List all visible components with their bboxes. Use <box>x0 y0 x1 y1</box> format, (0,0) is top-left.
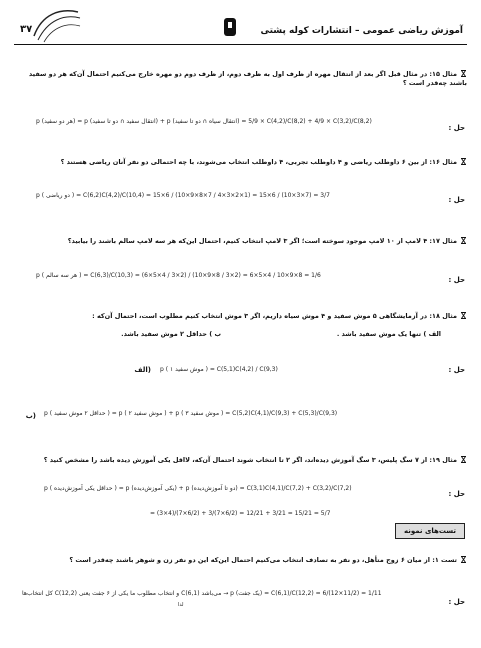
problem-18: مثال ۱۸: در آزمایشگاهی ۵ موش سفید و ۴ موش سیاه داریم، اگر ۳ موش انتخاب کنیم مطلوب است، احتمال آن‌که : <box>17 312 467 321</box>
publisher-logo-icon <box>222 16 238 38</box>
problem-19: مثال ۱۹: از ۷ سگ پلیس، ۳ سگ آموزش دیده‌اند، اگر ۲ تا انتخاب شوند احتمال آن‌که، لااقل یکی آموزش دیده باشد را مشخص کنید ؟ <box>17 456 467 465</box>
test-1-text: از میان ۶ زوج متأهل، دو نفر به تصادف انتخاب می‌کنیم احتمال این‌که این دو نفر زن و شوهر باشند چه‌قدر است ؟ <box>69 556 430 564</box>
problem-16-solution-label: حل : <box>448 196 465 204</box>
problem-15: مثال ۱۵: در مثال قبل اگر بعد از انتقال مهره از ظرف اول به ظرف دوم، از ظرف دوم دو مهره خارج می‌کنیم احتمال آن‌که هر دو سفید باشند چه‌قدر است ؟ <box>28 70 467 87</box>
hourglass-icon <box>460 556 467 563</box>
header-divider <box>14 44 467 45</box>
sample-tests-heading: تست‌های نمونه <box>395 523 465 539</box>
problem-15-text: در مثال قبل اگر بعد از انتقال مهره از ظرف اول به ظرف دوم، از ظرف دوم دو مهره خارج می‌کنیم احتمال آن‌که هر دو سفید باشند چه‌قدر است ؟ <box>28 70 467 87</box>
problem-18-part-b: ب ) حداقل ۲ موش سفید باشد. <box>121 330 221 338</box>
problem-18-label: مثال ۱۸ <box>432 312 457 320</box>
hourglass-icon <box>460 158 467 165</box>
problem-19-equation-1: p ( حداقل یکی آموزش‌دیده ) = p (یکی آموزش‌دیده) + p (دو تا آموزش‌دیده) = C(3,1)C(4,1)/C(7,2) + C(3,2)/C(7,2) <box>44 485 352 492</box>
problem-17-solution-label: حل : <box>448 276 465 284</box>
hourglass-icon <box>460 456 467 463</box>
problem-18-part-a: الف ) تنها یک موش سفید باشد . <box>336 330 441 338</box>
header-title: آموزش ریاضی عمومی – انتشارات کوله پشتی <box>260 26 463 36</box>
problem-17-text: ۴ لامپ از ۱۰ لامپ موجود سوخته است؛ اگر ۳ لامپ انتخاب کنیم، احتمال این‌که هر سه لامپ سالم باشند را بیابید؟ <box>67 237 428 245</box>
hourglass-icon <box>460 70 467 77</box>
problem-18-equation-b: p ( حداقل ۲ موش سفید ) = p ( ۲ موش سفید ) + p ( ۳ موش سفید ) = C(5,2)C(4,1)/C(9,3) + C(5,3)/C(9,3) <box>44 410 338 417</box>
problem-18-solution-label: حل : <box>448 366 465 374</box>
problem-19-solution-label: حل : <box>448 490 465 498</box>
problem-17-label: مثال ۱۷ <box>432 237 457 245</box>
hourglass-icon <box>460 237 467 244</box>
decorative-swirl-icon <box>30 6 82 44</box>
problem-16-label: مثال ۱۶ <box>432 158 457 166</box>
problem-18-equation-a: p ( ۱ موش سفید ) = C(5,1)C(4,2) / C(9,3) <box>160 366 278 373</box>
problem-18-part-a-label: (الف <box>134 366 151 374</box>
test-1-solution-label: حل : <box>448 598 465 606</box>
problem-15-solution-label: حل : <box>448 124 465 132</box>
test-1: تست ۱: از میان ۶ زوج متأهل، دو نفر به تصادف انتخاب می‌کنیم احتمال این‌که این دو نفر زن و شوهر باشند چه‌قدر است ؟ <box>17 556 467 565</box>
problem-17: مثال ۱۷: ۴ لامپ از ۱۰ لامپ موجود سوخته است؛ اگر ۳ لامپ انتخاب کنیم، احتمال این‌که هر سه لامپ سالم باشند را بیابید؟ <box>17 237 467 246</box>
problem-16: مثال ۱۶: از بین ۶ داوطلب ریاضی و ۴ داوطلب تجربی، ۴ داوطلب انتخاب می‌شوند، با چه احتمالی دو نفر آنان ریاضی هستند ؟ <box>17 158 467 167</box>
problem-18-part-b-label: (ب <box>25 412 36 420</box>
problem-19-label: مثال ۱۹ <box>432 456 457 464</box>
problem-15-label: مثال ۱۵ <box>432 70 457 78</box>
page-number: ۳۷ <box>20 24 33 35</box>
problem-17-equation: p ( هر سه سالم ) = C(6,3)/C(10,3) = (6×5×4 / 3×2) / (10×9×8 / 3×2) = 6×5×4 / 10×9×8 = 1/6 <box>36 272 321 279</box>
problem-16-equation: p ( دو ریاضی ) = C(6,2)C(4,2)/C(10,4) = 15×6 / (10×9×8×7 / 4×3×2×1) = 15×6 / (10×3×7) = 3/7 <box>36 192 330 199</box>
test-1-label: تست ۱ <box>434 556 457 564</box>
problem-19-text: از ۷ سگ پلیس، ۳ سگ آموزش دیده‌اند، اگر ۲ تا انتخاب شوند احتمال آن‌که، لااقل یکی آموزش دیده باشد را مشخص کنید ؟ <box>43 456 428 464</box>
hourglass-icon <box>460 312 467 319</box>
test-1-arrow-label: لذا <box>178 602 184 608</box>
problem-15-equation: p (هر دو سفید) = p (انتقال سفید ∩ دو تا سفید) + p (انتقال سیاه ∩ دو تا سفید) = 5/9 × C(4,2)/C(8,2) + 4/9 × C(3,2)/C(8,2) <box>36 118 372 125</box>
problem-19-equation-2: = (3×4)/(7×6/2) + 3/(7×6/2) = 12/21 + 3/21 = 15/21 = 5/7 <box>150 510 331 517</box>
problem-16-text: از بین ۶ داوطلب ریاضی و ۴ داوطلب تجربی، ۴ داوطلب انتخاب می‌شوند، با چه احتمالی دو نفر آنان ریاضی هستند ؟ <box>60 158 428 166</box>
test-1-equation: کل انتخاب‌ها C(12,2) و انتخاب مطلوب ما یکی از ۶ جفت یعنی C(6,1) می‌باشد → p (یک جفت) = C(6,1)/C(12,2) = 6/(12×11/2) = 1/11 <box>22 590 382 597</box>
page-header <box>0 0 481 52</box>
problem-18-text: در آزمایشگاهی ۵ موش سفید و ۴ موش سیاه داریم، اگر ۳ موش انتخاب کنیم مطلوب است، احتمال آن‌که : <box>92 312 428 320</box>
